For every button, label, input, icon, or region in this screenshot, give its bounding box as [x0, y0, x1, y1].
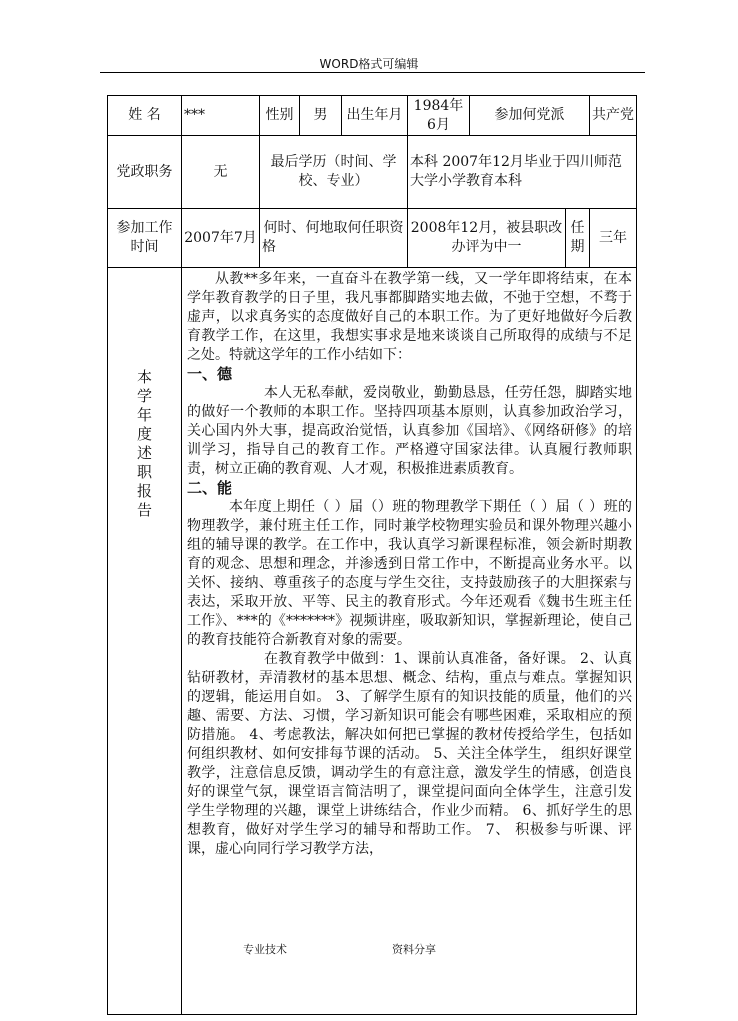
- report-form-table: [107, 95, 637, 1015]
- section-virtue-body: 本人无私奉献，爱岗敬业，勤勤恳恳，任劳任怨，脚踏实地的做好一个教师的本职工作。坚持四项基本原则，认真参加政治学习，关心国内外大事，提高政治觉悟，认真参加《国培》、《网络研修》的培训学习，指导自己的教育工作。严格遵守国家法律。认真履行教师职责，树立正确的教育观、人才观，积极推进素质教育。: [187, 385, 632, 477]
- page-header: WORD格式可编辑: [319, 57, 419, 71]
- report-label-text: 本 学 年 度 述 职 报 告: [136, 368, 152, 519]
- section-virtue-title: 一、德: [187, 365, 233, 383]
- term-label: 任期: [566, 209, 590, 268]
- name-value: ***: [182, 96, 260, 136]
- report-body: [182, 268, 637, 1015]
- work-start-value: 2007年7月: [182, 209, 260, 268]
- report-vertical-label: [108, 268, 182, 1015]
- qualification-value: 2008年12月，被县职改办评为中一: [408, 209, 566, 268]
- term-value: 三年: [590, 209, 637, 268]
- work-start-label: 参加工作时间: [108, 209, 182, 268]
- party-label: 参加何党派: [470, 96, 590, 136]
- page-footer: [0, 941, 738, 957]
- gender-value: 男: [300, 96, 342, 136]
- footer-left: 专业技术: [243, 943, 287, 956]
- footer-right: 资料分享: [392, 943, 436, 956]
- birth-label: 出生年月: [342, 96, 408, 136]
- party-value: 共产党: [590, 96, 637, 136]
- section-ability-title: 二、能: [187, 479, 233, 497]
- name-label: 姓 名: [108, 96, 182, 136]
- teaching-paragraph: 在教育教学中做到：1、课前认真准备，备好课。 2、认真钻研教材，弄清教材的基本思想、概念、结构，重点与难点。掌握知识的逻辑，能运用自如。 3、了解学生原有的知识技能的质量，他们的兴趣、需要、方法、习惯，学习新知识可能会有哪些困难，采取相应的预防措施。 4、考虑教法，解决如何把已掌握的教材传授给学生，包括如何组织教材、如何安排每节课的活动。 5、关注全体学生， 组织好课堂教学，注意信息反馈，调动学生的有意注意，激发学生的情感，创造良好的课堂气氛，课堂语言简洁明了，课堂提问面向全体学生，注意引发学生学物理的兴趣，课堂上讲练结合，作业少而精。 6、抓好学生的思想教育，做好对学生学习的辅导和帮助工作。 7、 积极参与听课、评课，虚心向同行学习教学方法，: [187, 651, 632, 857]
- education-value: 本科 2007年12月毕业于四川师范大学小学教育本科: [408, 136, 637, 209]
- birth-value: 1984年6月: [408, 96, 470, 136]
- section-ability-body: 本年度上期任（ ）届（）班的物理教学下期任（ ）届（ ）班的物理教学，兼付班主任工作，同时兼学校物理实验员和课外物理兴趣小组的辅导课的教学。在工作中，我认真学习新课程标准，领会新时期教育的观念、思想和理念，并渗透到日常工作中，不断提高业务水平。以关怀、接纳、尊重孩子的态度与学生交往，支持鼓励孩子的大胆探索与表达，采取开放、平等、民主的教育形式。今年还观看《魏书生班主任工作》、***的《*******》视频讲座，吸取新知识，掌握新理论，使自己的教育技能符合新教育对象的需要。: [187, 499, 632, 648]
- education-label: 最后学历（时间、学校、专业）: [260, 136, 408, 209]
- qualification-label: 何时、何地取何任职资格: [260, 209, 408, 268]
- report-intro: 从教**多年来，一直奋斗在教学第一线，又一学年即将结束，在本学年教育教学的日子里，我凡事都脚踏实地去做，不弛于空想，不骛于虚声，以求真务实的态度做好自己的本职工作。为了更好地做好今后教育教学工作，在这里，我想实事求是地来谈谈自己所取得的成绩与不足之处。特就这学年的工作小结如下：: [187, 271, 632, 363]
- position-label: 党政职务: [108, 136, 182, 209]
- gender-label: 性别: [260, 96, 300, 136]
- header-divider: [100, 72, 645, 73]
- position-value: 无: [182, 136, 260, 209]
